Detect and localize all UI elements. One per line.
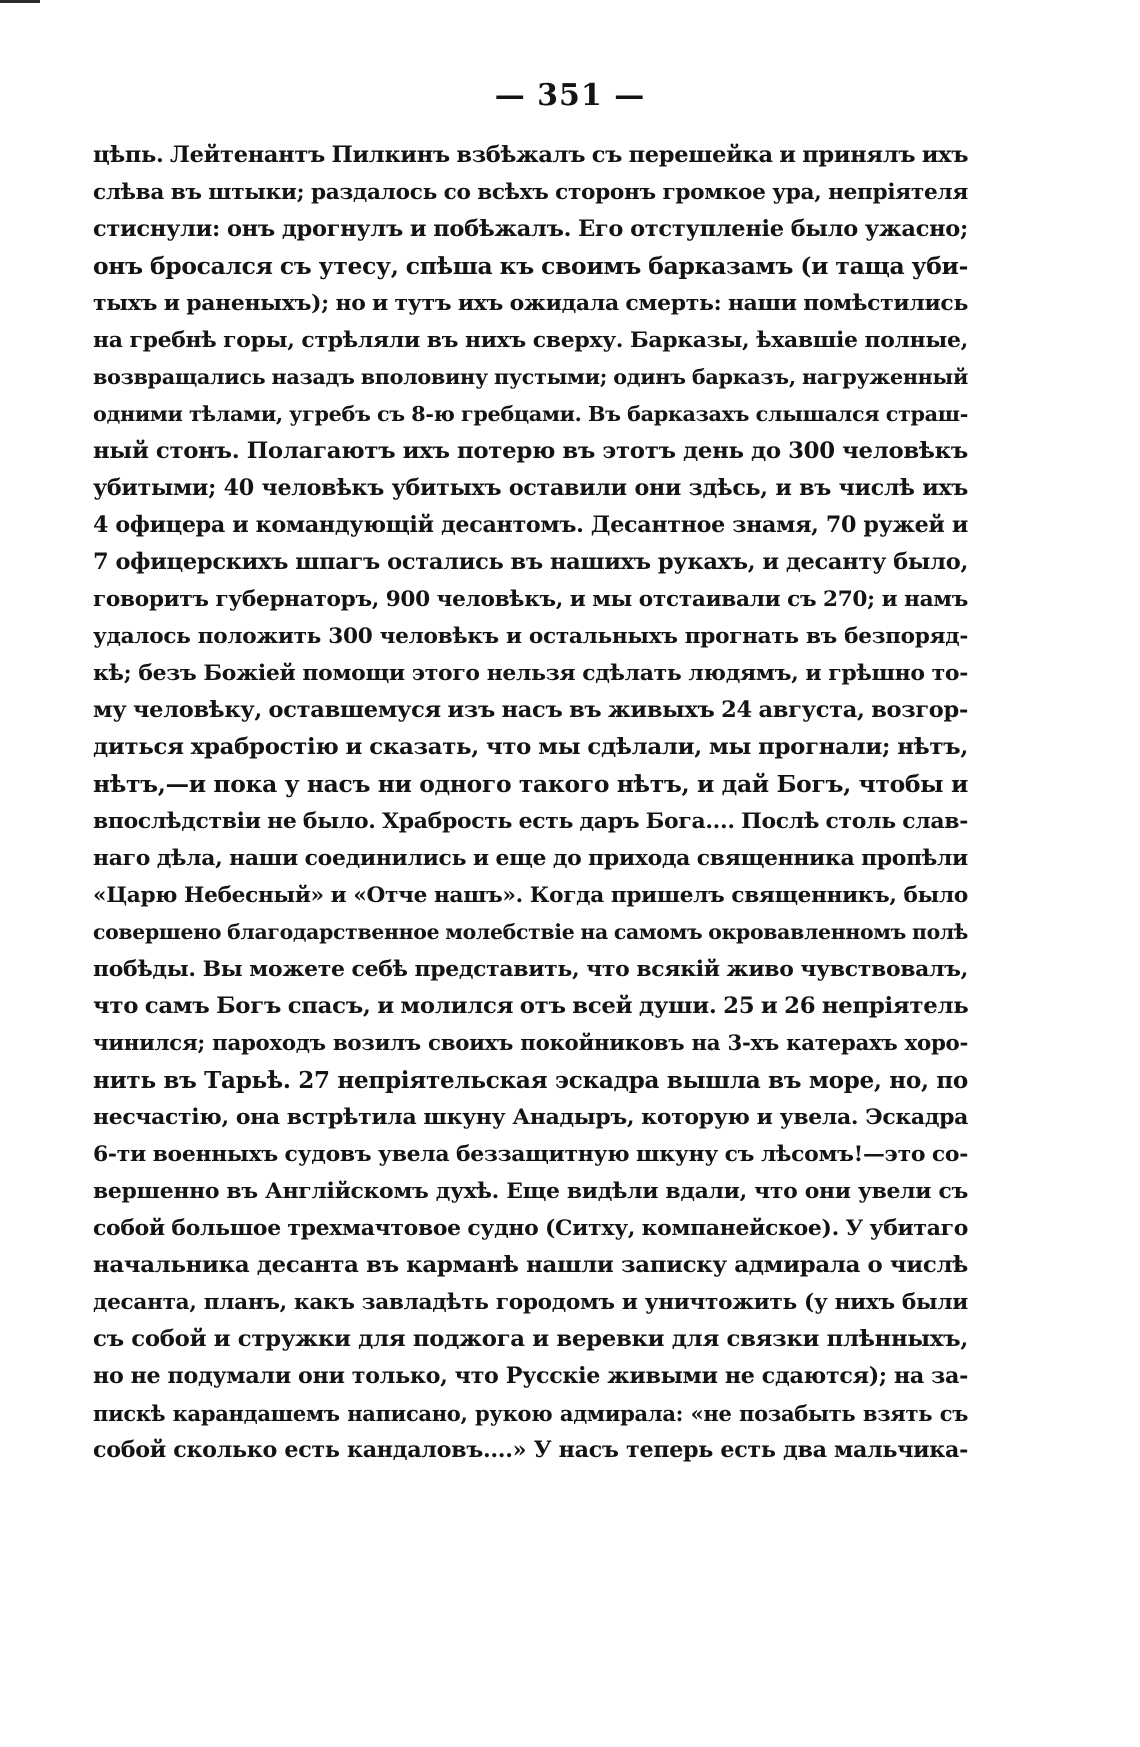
text-line: впослѣдствіи не было. Храбрость есть даръ Бога.... Послѣ столь слав- — [93, 808, 968, 834]
body-text — [93, 137, 968, 1469]
text-line: съ собой и стружки для поджога и веревки для связки плѣнныхъ, — [93, 1326, 968, 1352]
text-line: совершено благодарственное молебствіе на самомъ окровавленномъ полѣ — [93, 920, 968, 944]
text-line: пискѣ карандашемъ написано, рукою адмирала: «не позабыть взять съ — [93, 1401, 968, 1426]
text-line: 4 офицера и командующій десантомъ. Десантное знамя, 70 ружей и — [93, 512, 968, 538]
text-line: нѣтъ,—и пока у насъ ни одного такого нѣтъ, и дай Богъ, чтобы и — [93, 770, 968, 798]
text-line: наго дѣла, наши соединились и еще до прихода священника пропѣли — [93, 845, 968, 871]
text-line: цѣпь. Лейтенантъ Пилкинъ взбѣжалъ съ перешейка и принялъ ихъ — [93, 142, 969, 168]
text-line: что самъ Богъ спасъ, и молился отъ всей души. 25 и 26 непріятель — [93, 993, 969, 1019]
text-line: собой большое трехмачтовое судно (Ситху, компанейское). У убитаго — [93, 1215, 968, 1241]
text-line: побѣды. Вы можете себѣ представить, что всякій живо чувствовалъ, — [93, 956, 968, 982]
text-line: на гребнѣ горы, стрѣляли въ нихъ сверху. Барказы, ѣхавшіе полные, — [93, 327, 968, 353]
text-line: убитыми; 40 человѣкъ убитыхъ оставили они здѣсь, и въ числѣ ихъ — [93, 475, 968, 501]
text-line: говоритъ губернаторъ, 900 человѣкъ, и мы отстаивали съ 270; и намъ — [93, 587, 968, 612]
text-line: «Царю Небесный» и «Отче нашъ». Когда пришелъ священникъ, было — [93, 883, 968, 908]
text-line: собой сколько есть кандаловъ....» У насъ теперь есть два мальчика- — [93, 1437, 968, 1463]
text-line: му человѣку, оставшемуся изъ насъ въ живыхъ 24 августа, возгор- — [93, 697, 968, 723]
text-line: стиснули: онъ дрогнулъ и побѣжалъ. Его отступленіе было ужасно; — [93, 216, 968, 242]
text-line: нить въ Тарьѣ. 27 непріятельская эскадра вышла въ море, но, по — [93, 1067, 968, 1094]
text-line: десанта, планъ, какъ завладѣть городомъ и уничтожить (у нихъ были — [93, 1290, 968, 1315]
text-line: тыхъ и раненыхъ); но и тутъ ихъ ожидала смерть: наши помѣстились — [93, 290, 968, 316]
text-line: онъ бросался съ утесу, спѣша къ своимъ барказамъ (и таща уби- — [93, 252, 968, 280]
page-number: — 351 — — [494, 78, 646, 113]
text-line: кѣ; безъ Божіей помощи этого нельзя сдѣлать людямъ, и грѣшно то- — [93, 660, 968, 686]
text-line: ный стонъ. Полагаютъ ихъ потерю въ этотъ день до 300 человѣкъ — [93, 438, 968, 464]
page-edge-mark — [0, 0, 40, 3]
text-line: но не подумали они только, что Русскіе живыми не сдаются); на за- — [93, 1363, 968, 1389]
text-line: начальника десанта въ карманѣ нашли записку адмирала о числѣ — [93, 1252, 968, 1278]
text-line: вершенно въ Англійскомъ духѣ. Еще видѣли вдали, что они увели съ — [93, 1178, 968, 1204]
text-line: 7 офицерскихъ шпагъ остались въ нашихъ рукахъ, и десанту было, — [93, 549, 968, 575]
text-line: слѣва въ штыки; раздалось со всѣхъ сторонъ громкое ура, непріятеля — [93, 180, 968, 205]
text-line: чинился; пароходъ возилъ своихъ покойниковъ на 3-хъ катерахъ хоро- — [93, 1031, 968, 1056]
text-line: 6-ти военныхъ судовъ увела беззащитную шкуну съ лѣсомъ!—это со- — [93, 1141, 968, 1167]
text-line: одними тѣлами, угребъ съ 8-ю гребцами. Въ барказахъ слышался страш- — [93, 402, 968, 426]
text-line: несчастію, она встрѣтила шкуну Анадыръ, которую и увела. Эскадра — [93, 1104, 968, 1130]
text-line: возвращались назадъ вполовину пустыми; одинъ барказъ, нагруженный — [93, 365, 968, 389]
text-line: диться храбростію и сказать, что мы сдѣлали, мы прогнали; нѣтъ, — [93, 734, 968, 760]
text-line: удалось положить 300 человѣкъ и остальныхъ прогнать въ безпоряд- — [93, 624, 968, 649]
